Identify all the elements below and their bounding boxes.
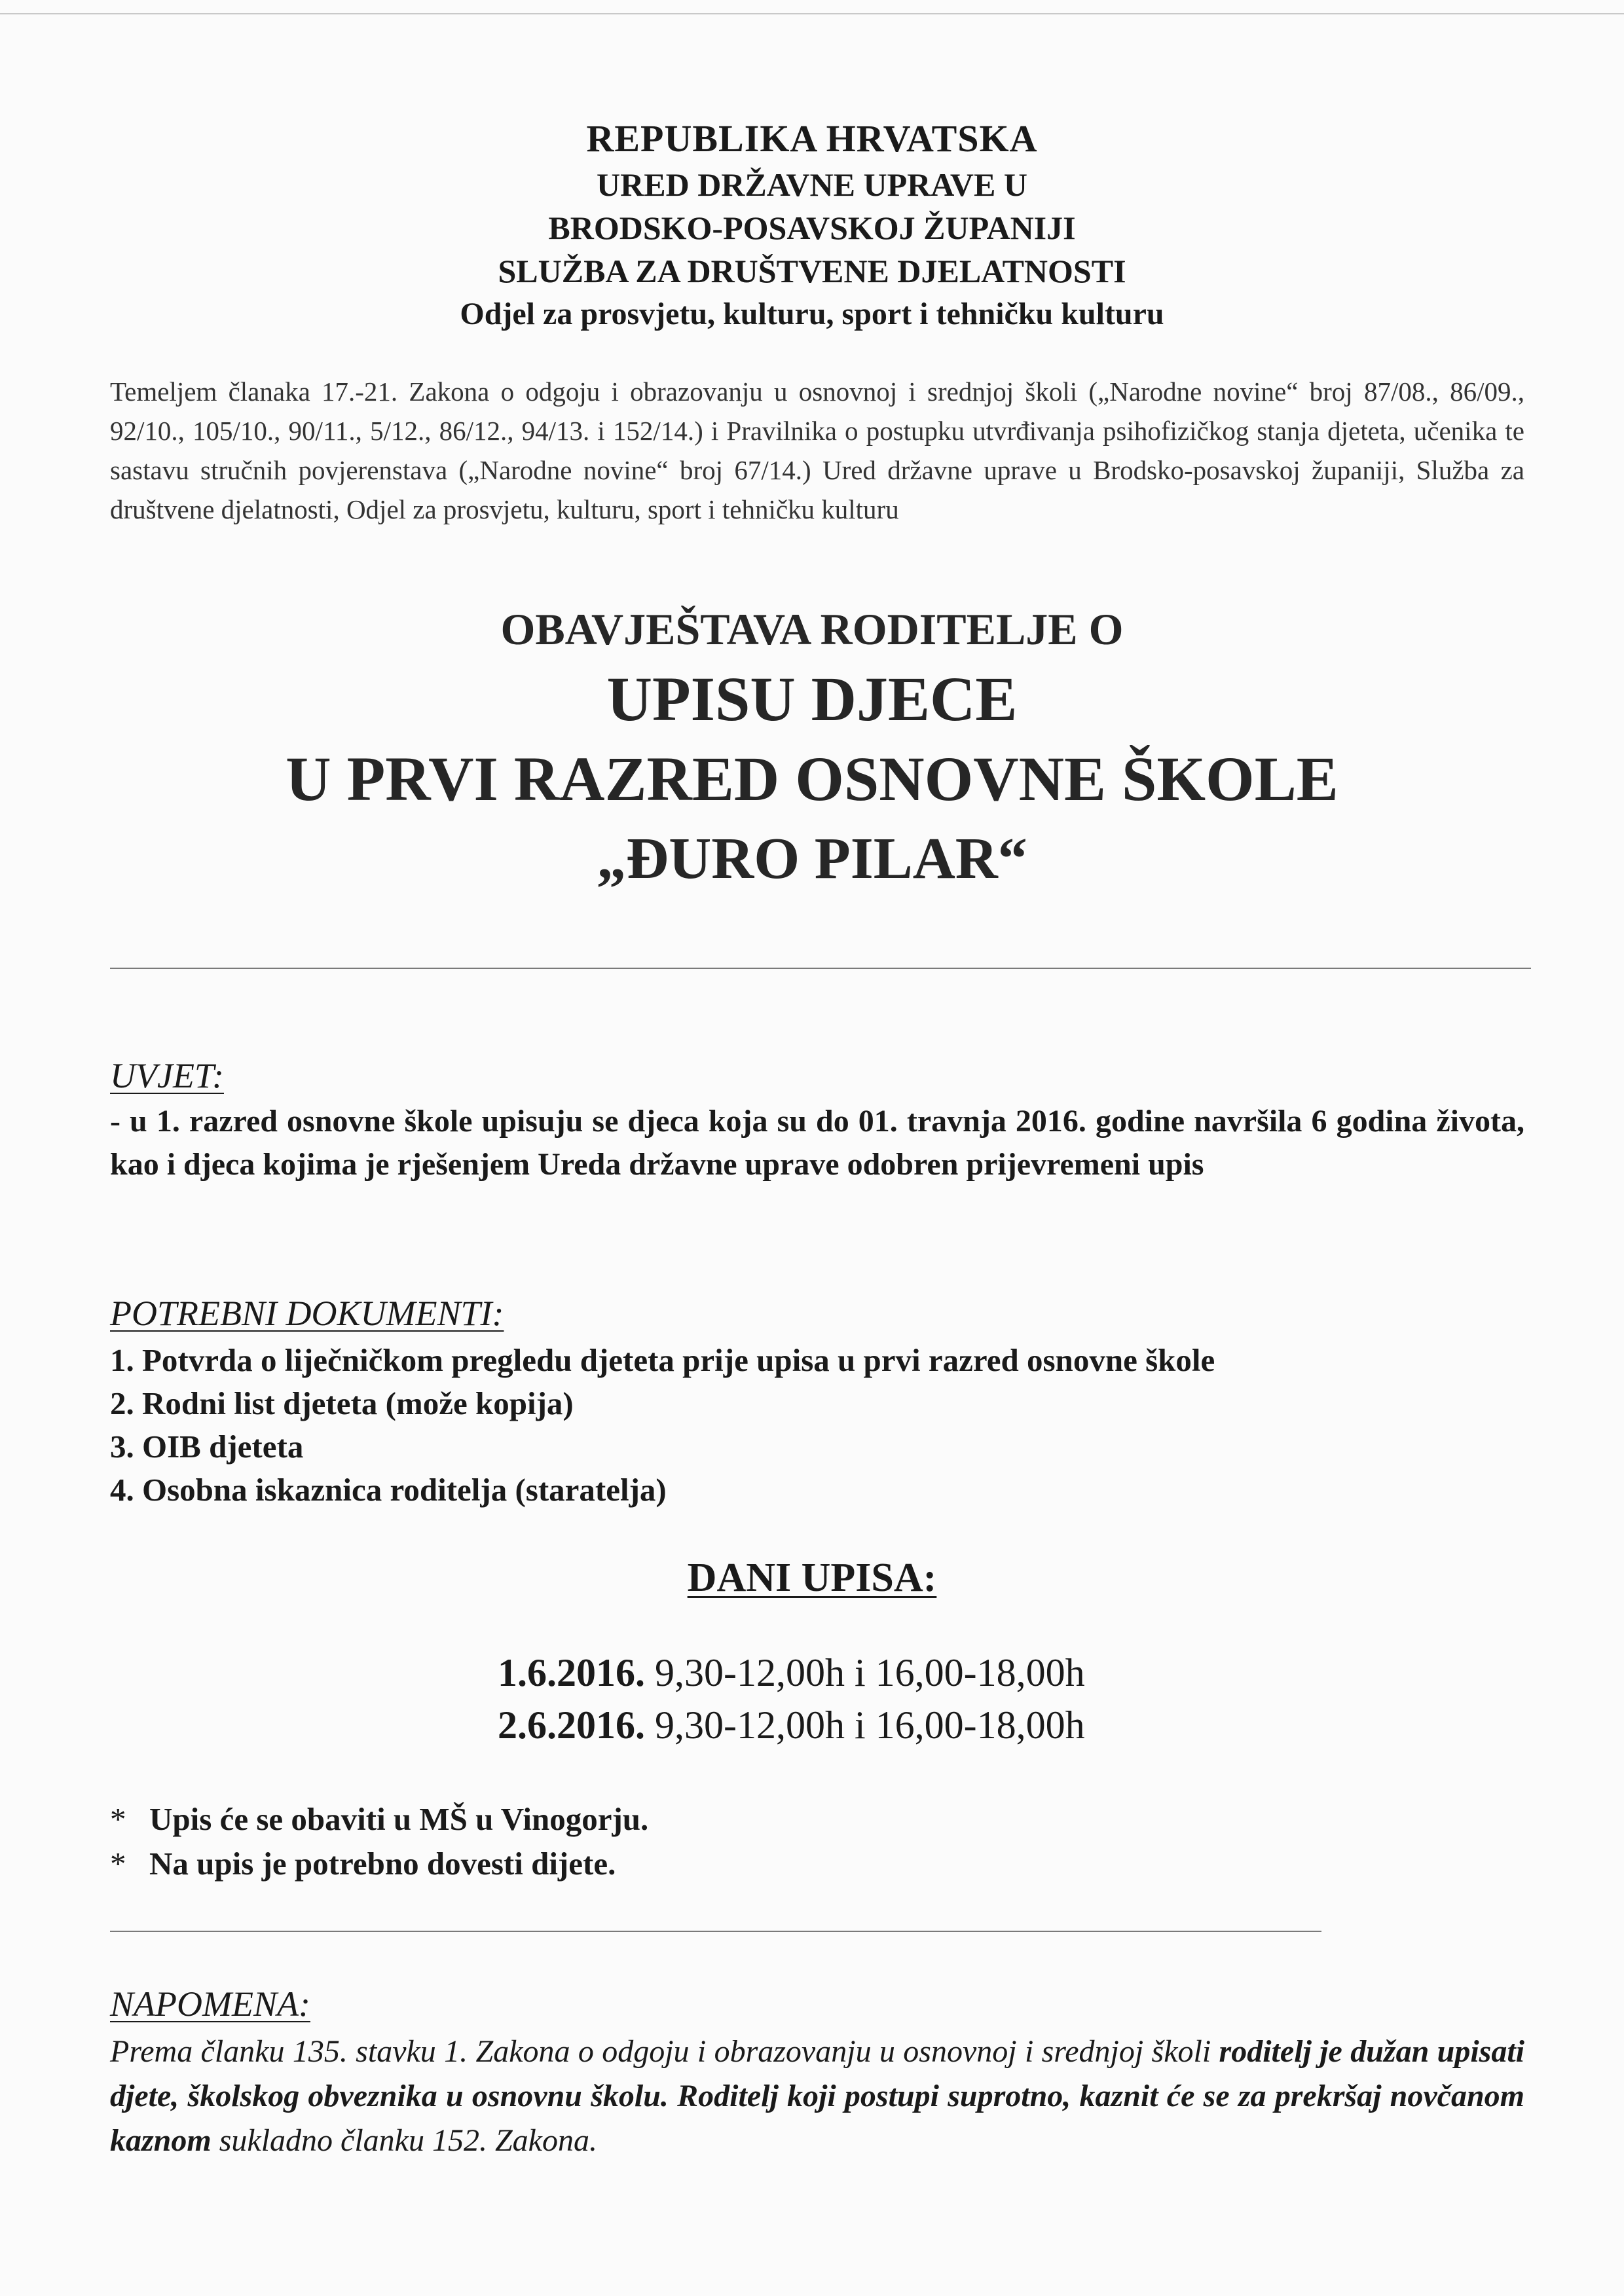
asterisk-marker: * xyxy=(110,1846,126,1882)
date-row xyxy=(498,1699,1085,1751)
list-item xyxy=(110,1797,648,1842)
date-row xyxy=(498,1647,1085,1699)
title-line-3: U PRVI RAZRED OSNOVNE ŠKOLE xyxy=(286,744,1338,814)
enrollment-dates xyxy=(498,1647,1085,1751)
notes-list xyxy=(110,1797,648,1886)
documents-list xyxy=(110,1339,1524,1512)
uvjet-text: - u 1. razred osnovne škole upisuju se djeca koja su do 01. travnja 2016. godine navršila 6 godina života, kao i djeca kojima je rješenjem Ureda državne uprave odobren prijevremeni upis xyxy=(110,1104,1524,1182)
list-item xyxy=(110,1842,648,1886)
letterhead-department: Odjel za prosvjetu, kulturu, sport i tehničku kulturu xyxy=(460,297,1164,331)
divider-2 xyxy=(110,1931,1321,1932)
list-item: 4. Osobna iskaznica roditelja (staratelja) xyxy=(110,1472,667,1508)
date-value: 2.6.2016. xyxy=(498,1704,645,1747)
dani-upisa-label: DANI UPISA: xyxy=(687,1556,937,1600)
uvjet-heading: UVJET: xyxy=(110,1056,224,1095)
asterisk-marker: * xyxy=(110,1801,126,1837)
scan-top-edge xyxy=(0,13,1624,14)
date-hours: 9,30-12,00h i 16,00-18,00h xyxy=(655,1704,1085,1747)
letterhead xyxy=(105,115,1519,336)
letterhead-country: REPUBLIKA HRVATSKA xyxy=(586,117,1038,160)
title-line-1: OBAVJEŠTAVA RODITELJE O xyxy=(500,604,1124,654)
date-hours: 9,30-12,00h i 16,00-18,00h xyxy=(655,1651,1085,1694)
napomena-part-2: roditelj je dužan upisati djete, školskog obveznika u osnovnu školu. Roditelj koji postupi suprotno, kaznit će se za prekršaj novčanom kaznom xyxy=(110,2034,1525,2158)
dani-upisa-heading xyxy=(105,1552,1519,1604)
divider-1 xyxy=(110,968,1531,969)
napomena-part-3: sukladno članku 152. Zakona. xyxy=(211,2123,597,2158)
napomena-heading: NAPOMENA: xyxy=(110,1984,310,2024)
date-value: 1.6.2016. xyxy=(498,1651,645,1694)
note-text: Na upis je potrebno dovesti dijete. xyxy=(149,1846,616,1882)
list-item: 1. Potvrda o liječničkom pregledu djeteta prije upisa u prvi razred osnovne škole xyxy=(110,1342,1215,1378)
list-item: 2. Rodni list djeteta (može kopija) xyxy=(110,1385,574,1421)
list-item: 3. OIB djeteta xyxy=(110,1429,304,1465)
napomena-part-1: Prema članku 135. stavku 1. Zakona o odgoju i obrazovanju u osnovnoj i srednjoj školi xyxy=(110,2034,1219,2069)
documents-heading: POTREBNI DOKUMENTI: xyxy=(110,1294,504,1333)
letterhead-service: SLUŽBA ZA DRUŠTVENE DJELATNOSTI xyxy=(498,253,1126,289)
letterhead-office: URED DRŽAVNE UPRAVE U xyxy=(597,166,1027,203)
letterhead-county: BRODSKO-POSAVSKOJ ŽUPANIJI xyxy=(548,210,1076,246)
title-line-2: UPISU DJECE xyxy=(606,664,1018,734)
title-line-4: „ĐURO PILAR“ xyxy=(597,826,1027,891)
notice-title xyxy=(105,599,1519,899)
intro-paragraph: Temeljem članaka 17.-21. Zakona o odgoju i obrazovanju u osnovnoj i srednjoj školi („Narodne novine“ broj 87/08., 86/09., 92/10., 105/10., 90/11., 5/12., 86/12., 94/13. i 152/14.) i Pravilnika o postupku utvrđivanja psihofizičkog stanja djeteta, učenika te sastavu stručnih povjerenstava („Narodne novine“ broj 67/14.) Ured državne uprave u Brodsko-posavskoj županiji, Služba za društvene djelatnosti, Odjel za prosvjetu, kulturu, sport i tehničku kulturu xyxy=(110,376,1524,524)
napomena-text xyxy=(110,2030,1524,2163)
note-text: Upis će se obaviti u MŠ u Vinogorju. xyxy=(149,1801,649,1837)
